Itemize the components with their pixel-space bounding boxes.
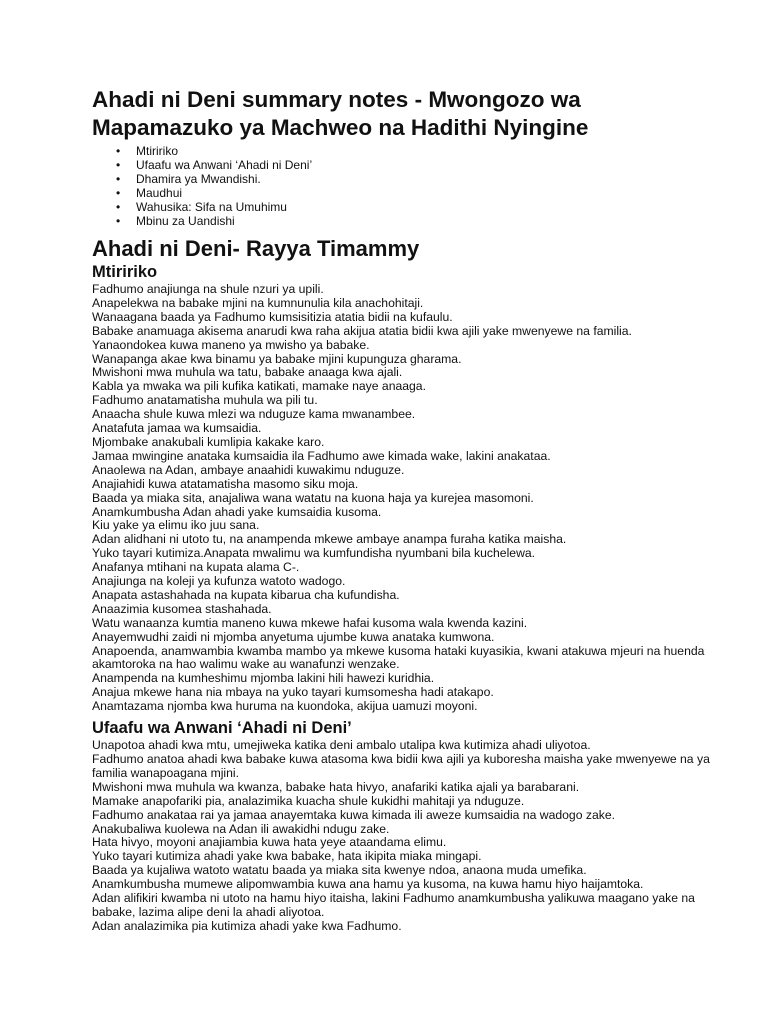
toc-item — [92, 172, 712, 186]
text-line: Anamkumbusha mumewe alipomwambia kuwa ana hamu ya kusoma, na kuwa hamu hiyo haijamtoka. — [92, 877, 644, 892]
text-line: Anakubaliwa kuolewa na Adan ili awakidhi ndugu zake. — [92, 821, 390, 836]
text-line: Anatafuta jamaa wa kumsaidia. — [92, 421, 262, 436]
text-line: Mwishoni mwa muhula wa kwanza, babake hata hivyo, anafariki katika ajali ya barabarani. — [92, 779, 580, 794]
text-line: Mwishoni mwa muhula wa tatu, babake anaaga kwa ajali. — [92, 365, 403, 380]
text-line: Adan analazimika pia kutimiza ahadi yake kwa Fadhumo. — [92, 918, 402, 933]
text-line: Mamake anapofariki pia, analazimika kuacha shule kukidhi mahitaji ya nduguze. — [92, 793, 525, 808]
toc-item-label: Maudhui — [136, 186, 183, 200]
text-line: Anajiahidi kuwa atatamatisha masomo siku moja. — [92, 476, 359, 491]
mtiririko-heading: Mtiririko — [92, 263, 158, 281]
text-line: Anampenda na kumheshimu mjomba lakini hili hawezi kuridhia. — [92, 671, 435, 686]
text-line: Anaazimia kusomea stashahada. — [92, 601, 272, 616]
text-line: Adan alidhani ni utoto tu, na anampenda mkewe ambaye anampa furaha katika maisha. — [92, 532, 567, 547]
bullet-icon: • — [116, 144, 121, 158]
text-line: Watu wanaanza kumtia maneno kuwa mkewe hafai kusoma wala kwenda kazini. — [92, 615, 528, 630]
text-line: Anayemwudhi zaidi ni mjomba anyetuma ujumbe kuwa anataka kumwona. — [92, 629, 495, 644]
toc-item-label: Mbinu za Uandishi — [136, 214, 235, 228]
bullet-icon: • — [116, 214, 121, 228]
toc-item — [92, 158, 712, 172]
text-line: Anapata astashahada na kupata kibarua cha kufundisha. — [92, 587, 400, 602]
toc-item-label: Ufaafu wa Anwani ‘Ahadi ni Deni’ — [136, 158, 313, 172]
text-line: Wanapanga akae kwa binamu ya babake mjini kupunguza gharama. — [92, 351, 462, 366]
table-of-contents — [92, 144, 712, 228]
text-line: Anajua mkewe hana nia mbaya na yuko tayari kumsomesha hadi atakapo. — [92, 685, 494, 700]
text-line: Adan alifikiri kwamba ni utoto na hamu hiyo itaisha, lakini Fadhumo anamkumbusha yalikuwa maagano yake na babake, lazima alipe deni la ahadi aliyotoa. — [92, 891, 695, 919]
text-line: Mjombake anakubali kumlipia kakake karo. — [92, 434, 325, 449]
text-line: Fadhumo anakataa rai ya jamaa anayemtaka kuwa kimada ili aweze kumsaidia na wadogo zake. — [92, 807, 615, 822]
text-line: Anapelekwa na babake mjini na kumnunulia kila anachohitaji. — [92, 295, 424, 310]
document-page — [92, 86, 712, 934]
bullet-icon: • — [116, 186, 121, 200]
text-line: Jamaa mwingine anataka kumsaidia ila Fadhumo awe kimada wake, lakini anakataa. — [92, 448, 551, 463]
text-line: Yuko tayari kutimiza.Anapata mwalimu wa kumfundisha nyumbani bila kuchelewa. — [92, 546, 536, 561]
toc-item-label: Wahusika: Sifa na Umuhimu — [136, 200, 287, 214]
toc-item — [92, 200, 712, 214]
text-line: Anaolewa na Adan, ambaye anaahidi kuwakimu nduguze. — [92, 462, 405, 477]
bullet-icon: • — [116, 158, 121, 172]
text-line: Unapotoa ahadi kwa mtu, umejiweka katika deni ambalo utalipa kwa kutimiza ahadi uliyotoa. — [92, 738, 591, 753]
text-line: Fadhumo anatamatisha muhula wa pili tu. — [92, 393, 318, 408]
bullet-icon: • — [116, 200, 121, 214]
mtiririko-body — [92, 283, 712, 714]
toc-item — [92, 144, 712, 158]
text-line: Anapoenda, anamwambia kwamba mambo ya mkewe kusoma hataki kuyasikia, kwani atakuwa mjeuri na huenda akamtoroka na hao walimu wake au wanafunzi wenzake. — [92, 643, 705, 672]
document-title: Ahadi ni Deni summary notes - Mwongozo wa Mapamazuko ya Machweo na Hadithi Nyingine — [92, 87, 589, 140]
text-line: Anaacha shule kuwa mlezi wa nduguze kama mwanambee. — [92, 407, 416, 422]
text-line: Anamkumbusha Adan ahadi yake kumsaidia kusoma. — [92, 504, 382, 519]
toc-item — [92, 186, 712, 200]
toc-item-label: Mtiririko — [136, 144, 178, 158]
text-line: Kiu yake ya elimu iko juu sana. — [92, 518, 260, 533]
ufaafu-heading: Ufaafu wa Anwani ‘Ahadi ni Deni’ — [92, 719, 352, 738]
text-line: Wanaagana baada ya Fadhumo kumsisitizia atatia bidii na kufaulu. — [92, 309, 453, 324]
text-line: Anajiunga na koleji ya kufunza watoto wadogo. — [92, 574, 346, 589]
text-line: Hata hivyo, moyoni anajiambia kuwa hata yeye ataandama elimu. — [92, 835, 447, 850]
text-line: Babake anamuaga akisema anarudi kwa raha akijua atatia bidii kwa ajili yake mwenyewe na familia. — [92, 323, 632, 338]
bullet-icon: • — [116, 172, 121, 186]
ufaafu-body — [92, 739, 712, 934]
text-line: Fadhumo anajiunga na shule nzuri ya upili. — [92, 282, 324, 296]
text-line: Anafanya mtihani na kupata alama C-. — [92, 560, 300, 575]
text-line: Baada ya kujaliwa watoto watatu baada ya miaka sita kwenye ndoa, anaona muda umefika. — [92, 863, 587, 878]
text-line: Yanaondokea kuwa maneno ya mwisho ya babake. — [92, 337, 370, 352]
toc-item — [92, 214, 712, 228]
text-line: Kabla ya mwaka wa pili kufika katikati, mamake naye anaaga. — [92, 379, 426, 394]
text-line: Anamtazama njomba kwa huruma na kuondoka, akijua uamuzi moyoni. — [92, 699, 478, 714]
text-line: Fadhumo anatoa ahadi kwa babake kuwa atasoma kwa bidii kwa ajili ya kuboresha maisha yake mwenyewe na ya familia wanapoagana mjini. — [92, 752, 710, 780]
toc-item-label: Dhamira ya Mwandishi. — [136, 172, 261, 186]
text-line: Baada ya miaka sita, anajaliwa wana watatu na kuona haja ya kurejea masomoni. — [92, 490, 534, 505]
section-title: Ahadi ni Deni- Rayya Timammy — [92, 236, 420, 261]
text-line: Yuko tayari kutimiza ahadi yake kwa babake, hata ikipita miaka mingapi. — [92, 849, 482, 864]
